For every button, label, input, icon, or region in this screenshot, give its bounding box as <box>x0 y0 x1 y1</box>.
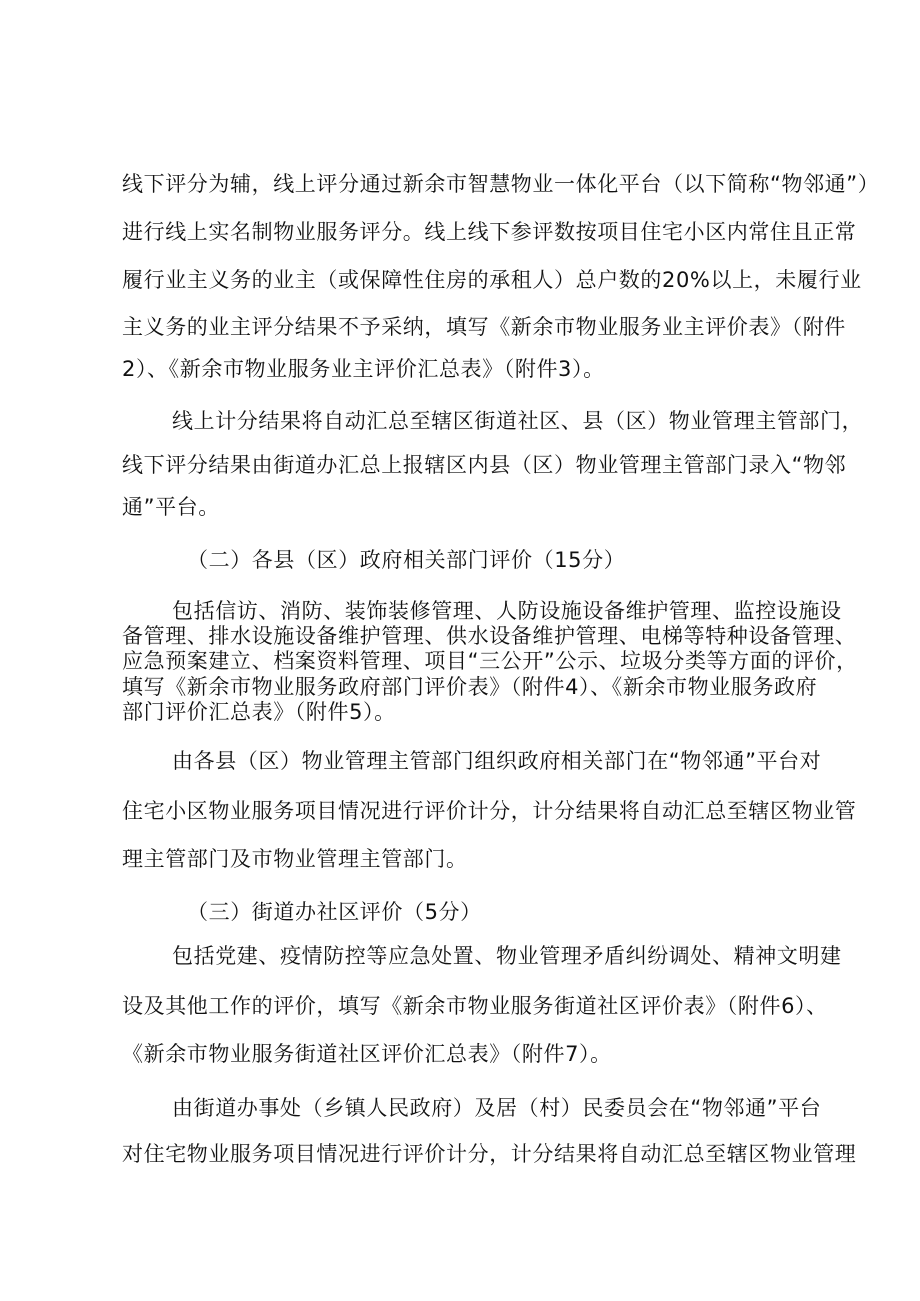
text-line: 线下评分为辅，线上评分通过新余市智慧物业一体化平台（以下简称“物邻通”） <box>122 172 880 196</box>
text-line: 对住宅物业服务项目情况进行评价计分，计分结果将自动汇总至辖区物业管理 <box>122 1142 857 1166</box>
text-line: 部门评价汇总表》（附件5）。 <box>122 700 396 724</box>
text-line: 履行业主义务的业主（或保障性住房的承租人）总户数的20%以上，未履行业 <box>122 268 862 292</box>
text-line: 通”平台。 <box>122 495 220 519</box>
text-line: 线上计分结果将自动汇总至辖区街道社区、县（区）物业管理主管部门， <box>172 409 864 433</box>
text-line: 主义务的业主评分结果不予采纳，填写《新余市物业服务业主评价表》（附件 <box>122 315 846 339</box>
text-line: 住宅小区物业服务项目情况进行评价计分，计分结果将自动汇总至辖区物业管 <box>122 799 857 823</box>
text-line: 设及其他工作的评价，填写《新余市物业服务街道社区评价表》（附件6）、 <box>122 994 828 1018</box>
section-heading-street-community: （三）街道办社区评价（5分） <box>187 900 482 924</box>
text-line: 由各县（区）物业管理主管部门组织政府相关部门在“物邻通”平台对 <box>172 749 822 773</box>
text-line: 理主管部门及市物业管理主管部门。 <box>122 847 468 871</box>
text-line: 进行线上实名制物业服务评分。线上线下参评数按项目住宅小区内常住且正常 <box>122 220 857 244</box>
text-line: 包括信访、消防、装饰装修管理、人防设施设备维护管理、监控设施设 <box>172 599 842 623</box>
text-line: 填写《新余市物业服务政府部门评价表》（附件4）、《新余市物业服务政府 <box>122 675 818 699</box>
text-line: 备管理、排水设施设备维护管理、供水设备维护管理、电梯等特种设备管理、 <box>122 624 857 648</box>
text-line: 应急预案建立、档案资料管理、项目“三公开”公示、垃圾分类等方面的评价， <box>122 649 858 673</box>
text-line: 包括党建、疫情防控等应急处置、物业管理矛盾纠纷调处、精神文明建 <box>172 944 842 968</box>
text-line: 线下评分结果由街道办汇总上报辖区内县（区）物业管理主管部门录入“物邻 <box>122 453 847 477</box>
text-line: 由街道办事处（乡镇人民政府）及居（村）民委员会在“物邻通”平台 <box>172 1096 822 1120</box>
text-line: 《新余市物业服务街道社区评价汇总表》（附件7）。 <box>122 1042 612 1066</box>
text-line: 2）、《新余市物业服务业主评价汇总表》（附件3）。 <box>122 357 605 381</box>
section-heading-government-departments: （二）各县（区）政府相关部门评价（15分） <box>187 548 626 572</box>
